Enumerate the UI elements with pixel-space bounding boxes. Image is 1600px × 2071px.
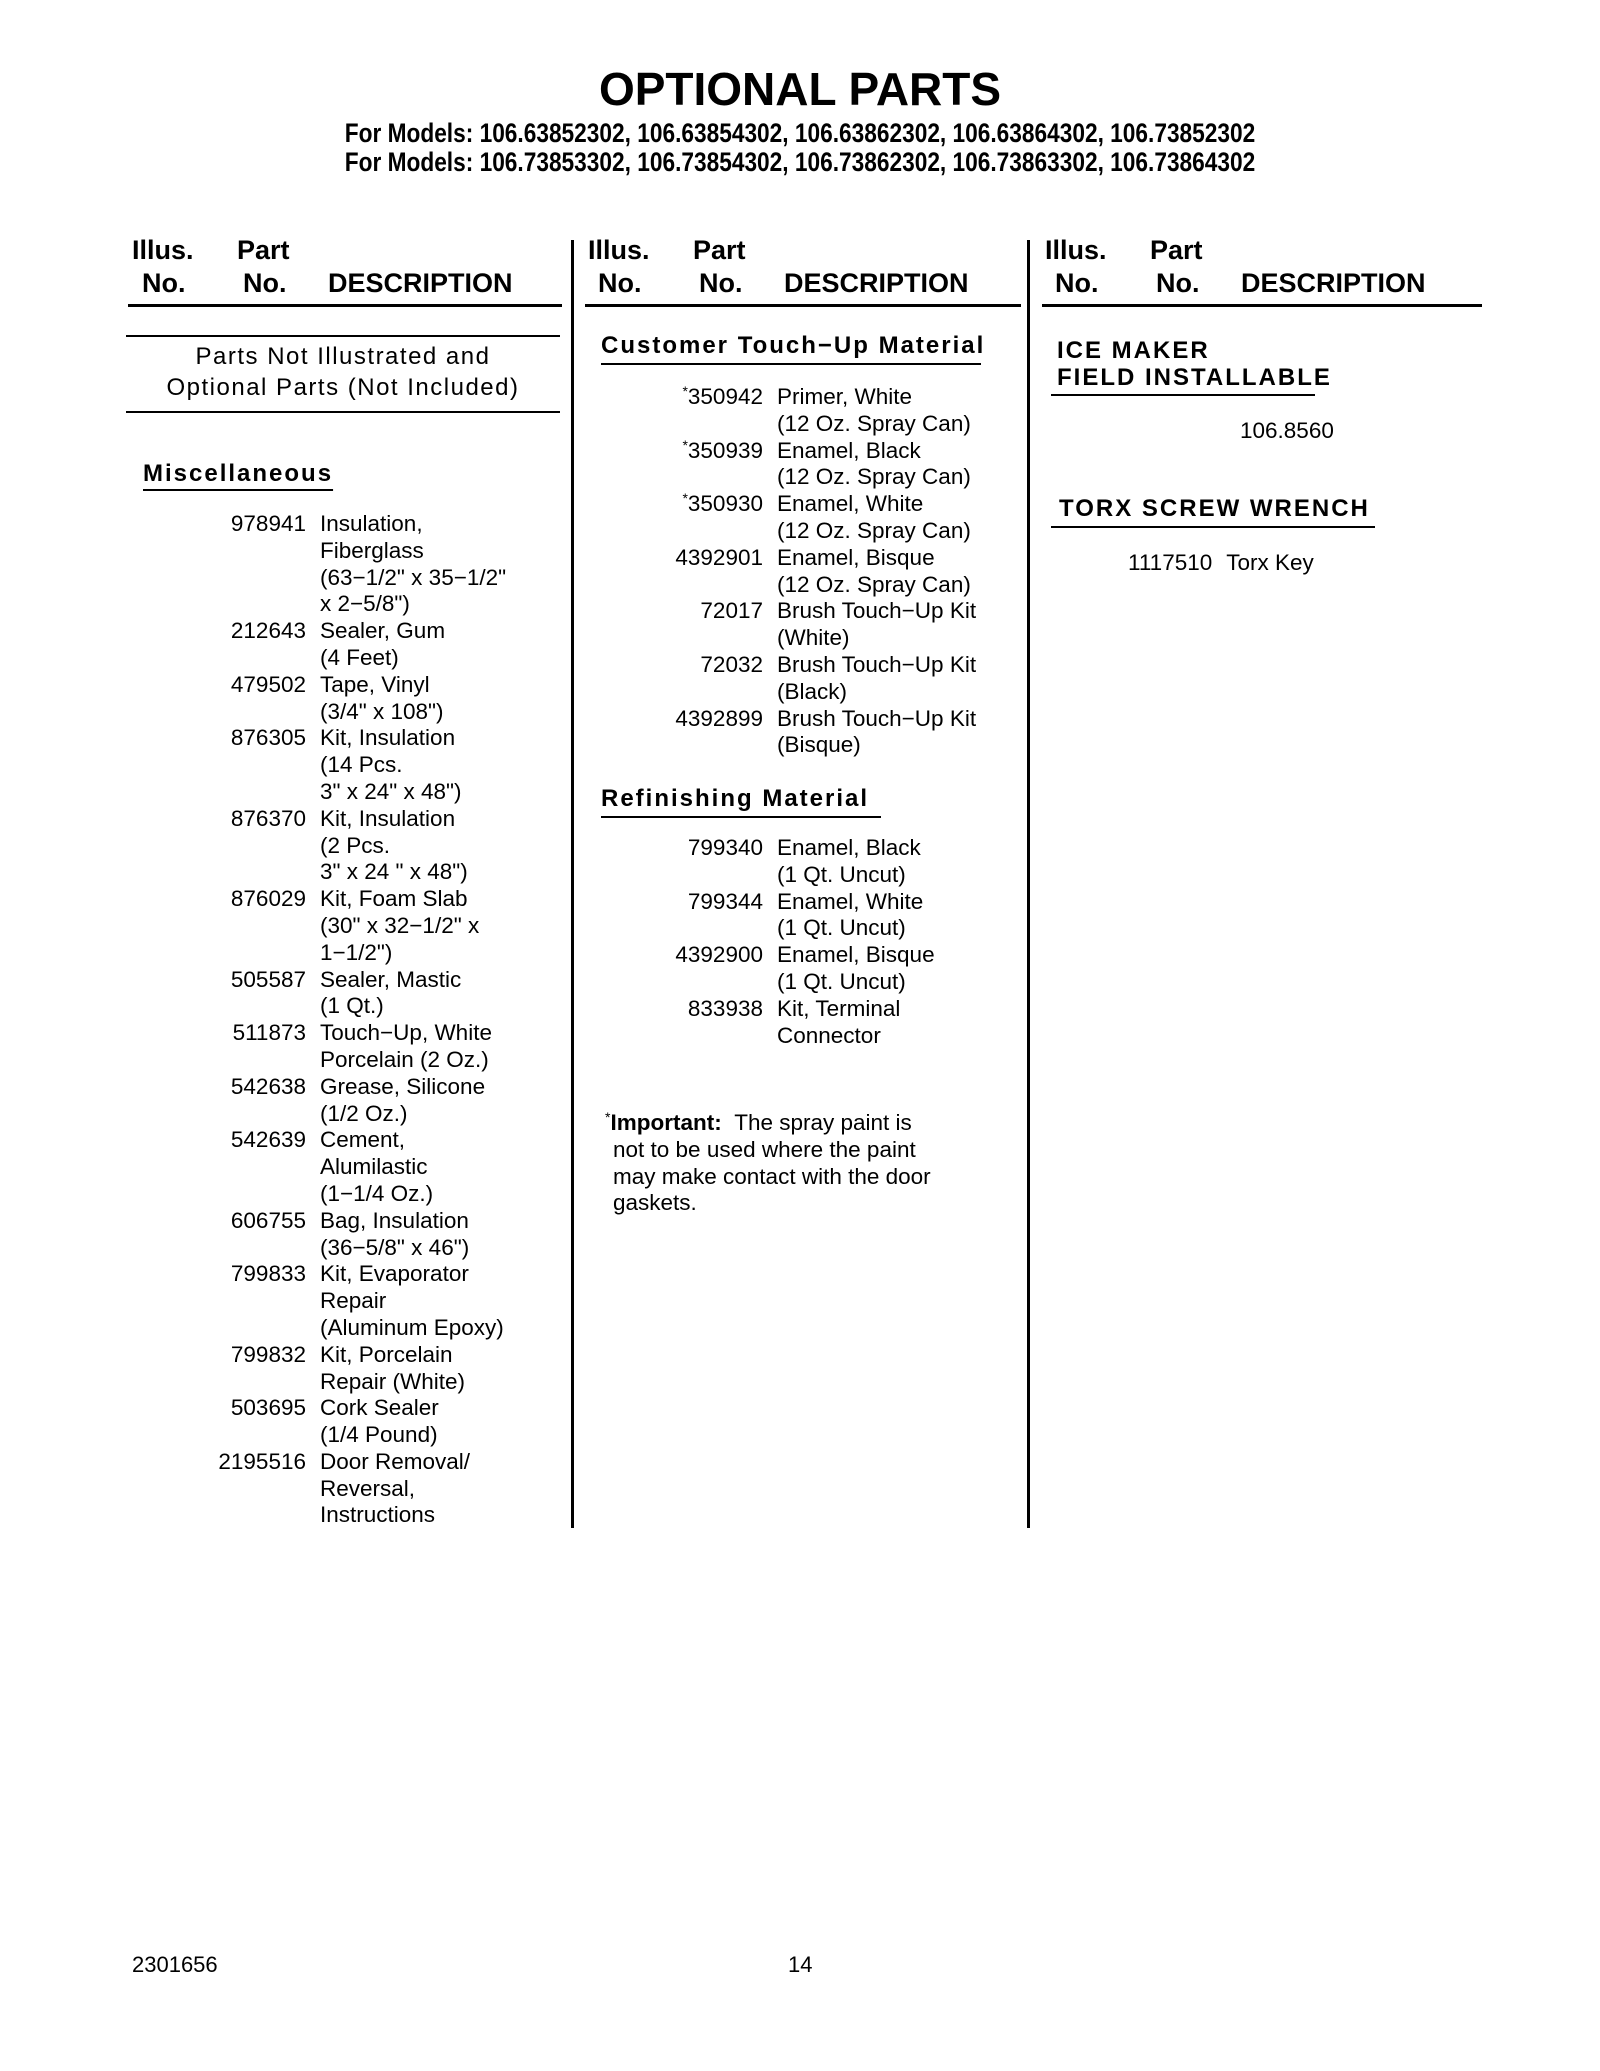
part-number bbox=[170, 1261, 306, 1341]
asterisk-mark: * bbox=[682, 490, 688, 507]
list-item bbox=[640, 706, 976, 760]
asterisk-mark: * bbox=[682, 436, 688, 453]
asterisk-mark: * bbox=[682, 383, 688, 399]
part-number bbox=[640, 384, 763, 438]
part-number bbox=[170, 1127, 306, 1207]
part-number-text: 833938 bbox=[687, 995, 763, 1021]
part-number bbox=[170, 511, 306, 618]
part-number-text: 4392899 bbox=[675, 705, 763, 731]
list-item bbox=[170, 1395, 506, 1449]
page-title: OPTIONAL PARTS bbox=[598, 63, 1002, 115]
part-number-text: 72017 bbox=[700, 598, 763, 624]
part-number bbox=[170, 1208, 306, 1262]
header-no-2: No. bbox=[1156, 268, 1200, 298]
part-number-text: 978941 bbox=[230, 511, 306, 536]
part-number-text: 799833 bbox=[230, 1261, 306, 1287]
note-line-1: The spray paint is bbox=[734, 1110, 912, 1135]
important-note bbox=[605, 1110, 931, 1217]
part-description: Primer, White (12 Oz. Spray Can) bbox=[777, 384, 971, 436]
part-number-text: 799344 bbox=[687, 888, 763, 914]
note-line-4: gaskets. bbox=[613, 1190, 697, 1216]
part-description: Enamel, Black (1 Qt. Uncut) bbox=[777, 835, 921, 887]
list-item bbox=[640, 384, 976, 438]
header-part: Part bbox=[237, 235, 290, 265]
part-number bbox=[170, 967, 306, 1021]
column-2-header bbox=[585, 235, 1021, 303]
part-description: Brush Touch−Up Kit (Black) bbox=[777, 651, 977, 704]
note-asterisk: * bbox=[605, 1109, 611, 1125]
part-number-text: 505587 bbox=[230, 966, 306, 992]
column-divider-1 bbox=[571, 240, 574, 1528]
part-number-text: 542639 bbox=[230, 1127, 306, 1153]
list-item bbox=[170, 672, 506, 726]
list-item bbox=[170, 967, 506, 1021]
part-description: Bag, Insulation (36−5/8" x 46") bbox=[320, 1207, 470, 1260]
part-number-text: 2195516 bbox=[218, 1448, 306, 1474]
part-number-text: 799340 bbox=[687, 835, 763, 860]
header-part: Part bbox=[693, 235, 746, 265]
list-item bbox=[170, 886, 506, 966]
part-description: Enamel, Bisque (12 Oz. Spray Can) bbox=[777, 544, 971, 597]
part-description: Enamel, Black (12 Oz. Spray Can) bbox=[777, 437, 971, 490]
list-item bbox=[640, 545, 976, 599]
models-line-2: For Models: 106.73853302, 106.73854302, 106.73862302, 106.73863302, 106.73864302 bbox=[344, 147, 1256, 177]
part-description: Cork Sealer (1/4 Pound) bbox=[320, 1395, 439, 1448]
part-number bbox=[640, 545, 763, 599]
part-number bbox=[640, 706, 763, 760]
header-rule-3 bbox=[1042, 304, 1482, 307]
part-number bbox=[170, 1020, 306, 1074]
part-number bbox=[170, 618, 306, 672]
part-number-text: 876370 bbox=[230, 805, 306, 831]
models-line-1: For Models: 106.63852302, 106.63854302, 106.63862302, 106.63864302, 106.73852302 bbox=[344, 118, 1256, 148]
part-number bbox=[640, 652, 763, 706]
list-item bbox=[640, 598, 976, 652]
part-description: Insulation, Fiberglass (63−1/2" x 35−1/2" x 2−5/8") bbox=[320, 511, 507, 617]
header-description: DESCRIPTION bbox=[784, 268, 969, 298]
part-number bbox=[170, 725, 306, 805]
list-item bbox=[170, 1449, 506, 1529]
column-3-header bbox=[1042, 235, 1482, 303]
header-rule-2 bbox=[585, 304, 1021, 307]
part-description: Kit, Porcelain Repair (White) bbox=[320, 1341, 466, 1394]
part-number bbox=[170, 886, 306, 966]
part-number bbox=[662, 835, 763, 889]
part-description: Brush Touch−Up Kit (White) bbox=[777, 598, 977, 651]
list-item bbox=[662, 835, 935, 889]
part-description: Kit, Terminal Connector bbox=[777, 995, 901, 1048]
list-item bbox=[170, 1261, 506, 1341]
part-description: Door Removal/ Reversal, Instructions bbox=[320, 1448, 471, 1528]
section-torx-rule bbox=[1051, 526, 1375, 528]
section-icemaker-title bbox=[1057, 337, 1332, 391]
part-number-text: 503695 bbox=[230, 1395, 306, 1421]
section-touchup-title: Customer Touch−Up Material bbox=[601, 332, 986, 359]
header-description: DESCRIPTION bbox=[1241, 268, 1426, 298]
part-description: Kit, Evaporator Repair (Aluminum Epoxy) bbox=[320, 1261, 504, 1340]
part-description: Kit, Insulation (14 Pcs. 3" x 24" x 48") bbox=[320, 725, 462, 804]
part-number-text: 479502 bbox=[230, 671, 306, 697]
part-number-text: 542638 bbox=[230, 1073, 306, 1099]
part-description: Tape, Vinyl (3/4" x 108") bbox=[320, 671, 444, 724]
part-number-text: 4392901 bbox=[675, 544, 763, 570]
icemaker-part-number: 106.8560 bbox=[1240, 418, 1334, 443]
header-no: No. bbox=[142, 268, 186, 298]
header-part: Part bbox=[1150, 235, 1203, 265]
header-illus: Illus. bbox=[1045, 235, 1107, 265]
list-item bbox=[170, 1074, 506, 1128]
section-refinishing-title: Refinishing Material bbox=[601, 785, 870, 812]
part-number bbox=[170, 806, 306, 886]
part-number bbox=[170, 1342, 306, 1396]
part-description: Kit, Foam Slab (30" x 32−1/2" x 1−1/2") bbox=[320, 886, 480, 965]
refinishing-parts-list bbox=[662, 835, 935, 1049]
header-rule-1 bbox=[128, 304, 562, 307]
list-item bbox=[640, 438, 976, 492]
part-number bbox=[640, 598, 763, 652]
part-description: Enamel, White (12 Oz. Spray Can) bbox=[777, 491, 971, 543]
section-touchup-rule bbox=[601, 363, 981, 365]
miscellaneous-parts-list bbox=[170, 511, 506, 1529]
column-divider-2 bbox=[1027, 240, 1030, 1528]
list-item bbox=[170, 511, 506, 618]
torx-parts-list bbox=[1128, 550, 1314, 577]
list-item bbox=[662, 942, 935, 996]
part-description: Enamel, Bisque (1 Qt. Uncut) bbox=[777, 942, 935, 994]
section-miscellaneous-title: Miscellaneous bbox=[143, 460, 334, 487]
list-item bbox=[170, 1342, 506, 1396]
part-number bbox=[170, 1074, 306, 1128]
part-number-text: 72032 bbox=[700, 651, 763, 677]
list-item bbox=[662, 889, 935, 943]
part-number-text: 511873 bbox=[232, 1020, 306, 1046]
part-number-text: 212643 bbox=[230, 618, 306, 644]
touchup-parts-list bbox=[640, 384, 976, 759]
pni-rule-top bbox=[126, 335, 560, 337]
part-number: 1117510 bbox=[1128, 550, 1213, 575]
part-number-text: 4392900 bbox=[675, 942, 763, 968]
part-number bbox=[662, 996, 763, 1050]
part-number-text: 799832 bbox=[230, 1341, 306, 1367]
part-description: Torx Key bbox=[1226, 550, 1314, 575]
section-icemaker-title-line-2: FIELD INSTALLABLE bbox=[1057, 364, 1332, 391]
note-label: Important: bbox=[610, 1110, 722, 1135]
part-number bbox=[662, 942, 763, 996]
part-description: Brush Touch−Up Kit (Bisque) bbox=[777, 705, 977, 758]
section-icemaker-rule bbox=[1051, 394, 1315, 396]
part-number bbox=[170, 672, 306, 726]
list-item bbox=[662, 996, 935, 1050]
list-item bbox=[640, 491, 976, 545]
parts-not-illustrated-note: Parts Not Illustrated and Optional Parts (Not Included) bbox=[166, 343, 520, 401]
header-description: DESCRIPTION bbox=[328, 268, 513, 298]
part-description: Sealer, Mastic (1 Qt.) bbox=[320, 966, 462, 1019]
list-item bbox=[170, 1127, 506, 1207]
part-number-text: 876305 bbox=[230, 725, 306, 751]
page-number: 14 bbox=[788, 1952, 813, 1977]
part-number bbox=[170, 1395, 306, 1449]
part-number bbox=[640, 491, 763, 545]
note-line-2: not to be used where the paint bbox=[613, 1136, 916, 1162]
header-illus: Illus. bbox=[132, 235, 194, 265]
list-item bbox=[170, 725, 506, 805]
header-no: No. bbox=[598, 268, 642, 298]
list-item bbox=[170, 1208, 506, 1262]
list-item bbox=[170, 806, 506, 886]
part-number bbox=[170, 1449, 306, 1529]
part-number-text: 350930 bbox=[687, 491, 763, 517]
section-icemaker-title-line-1: ICE MAKER bbox=[1057, 337, 1210, 364]
pni-rule-bottom bbox=[126, 411, 560, 413]
list-item bbox=[640, 652, 976, 706]
header-no-2: No. bbox=[243, 268, 287, 298]
list-item bbox=[170, 1020, 506, 1074]
part-number-text: 350942 bbox=[687, 384, 763, 409]
note-line-3: may make contact with the door bbox=[613, 1163, 931, 1189]
header-no: No. bbox=[1055, 268, 1099, 298]
document-number: 2301656 bbox=[132, 1952, 218, 1977]
part-description: Sealer, Gum (4 Feet) bbox=[320, 618, 446, 670]
part-number bbox=[640, 438, 763, 492]
list-item bbox=[170, 618, 506, 672]
part-number-text: 606755 bbox=[230, 1207, 306, 1233]
header-no-2: No. bbox=[699, 268, 743, 298]
header-illus: Illus. bbox=[588, 235, 650, 265]
part-description: Grease, Silicone (1/2 Oz.) bbox=[320, 1073, 486, 1126]
part-number-text: 876029 bbox=[230, 886, 306, 912]
part-number bbox=[662, 889, 763, 943]
part-number-text: 350939 bbox=[687, 437, 763, 463]
section-refinishing-rule bbox=[601, 816, 881, 818]
part-description: Cement, Alumilastic (1−1/4 Oz.) bbox=[320, 1127, 434, 1206]
part-description: Kit, Insulation (2 Pcs. 3" x 24 " x 48") bbox=[320, 805, 468, 885]
column-1-header bbox=[128, 235, 558, 303]
section-torx-title: TORX SCREW WRENCH bbox=[1059, 495, 1370, 522]
list-item bbox=[1128, 550, 1314, 577]
part-description: Touch−Up, White Porcelain (2 Oz.) bbox=[320, 1020, 492, 1072]
part-description: Enamel, White (1 Qt. Uncut) bbox=[777, 888, 924, 941]
